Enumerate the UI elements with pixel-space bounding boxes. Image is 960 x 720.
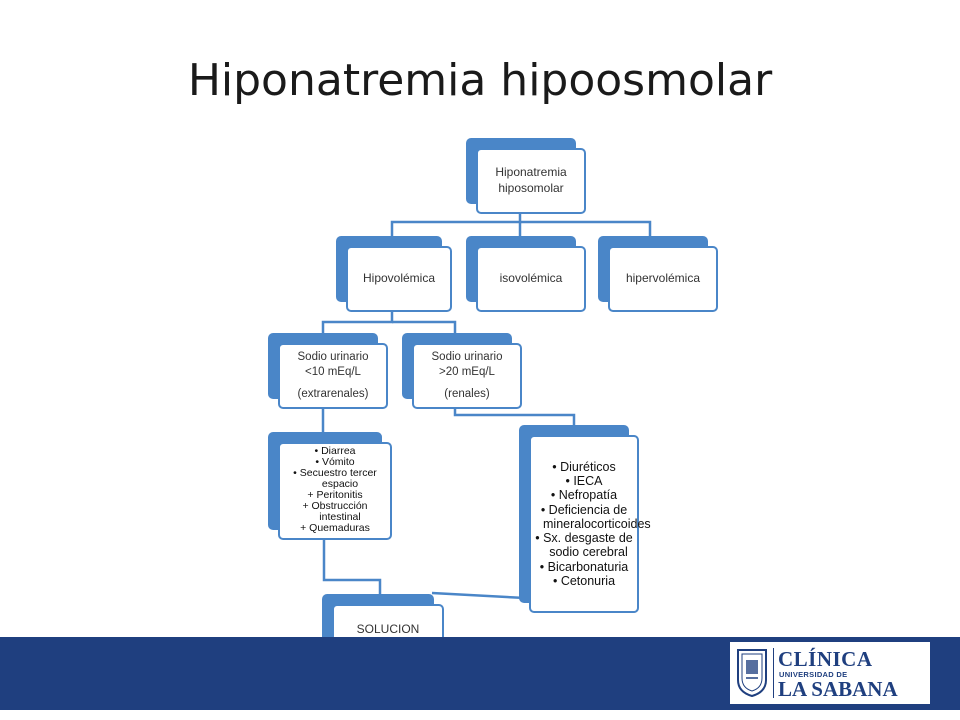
shield-icon [736,648,768,698]
node-extrarenal [268,333,388,409]
list-item: • Cetonuria [552,573,616,588]
extrarenal-causes-list [283,446,387,534]
root-node [466,138,586,214]
renal-causes-list [534,460,651,588]
list-item: • Deficiencia de mineralocorticoides [540,502,651,531]
list-item: • Secuestro tercer espacio [293,467,377,490]
root-line1: Hiponatremia [495,165,567,180]
extrarenal-line1: Sodio urinario [297,350,369,363]
list-item: • Nefropatía [550,488,618,503]
connector-renal-treatment [432,593,525,598]
renal-line2: >20 mEq/L [439,365,495,378]
node-hipervolemica [598,236,718,312]
node-renal [402,333,522,409]
connector-root-hipervolemica [520,222,650,237]
renal-line3: (renales) [444,388,490,401]
logo-line3: LA SABANA [778,677,898,701]
list-item: • Vómito [315,456,355,468]
treatment-line1: SOLUCION [356,622,420,637]
slide-title: Hiponatremia hipoosmolar [187,55,773,106]
list-item: • IECA [565,474,603,489]
node-hipovolemica [336,236,452,312]
connector-list-treatment [324,537,380,594]
hipovolemica-label: Hipovolémica [362,271,436,286]
node-renal-causes [519,425,651,613]
list-item: • Diarrea [314,445,356,457]
extrarenal-line2: <10 mEq/L [305,365,361,378]
list-item: + Quemaduras [300,522,370,534]
node-isovolemica [466,236,586,312]
connector-root-hipovolemica [392,210,520,237]
root-line2: hiposomolar [498,181,564,195]
node-extrarenal-causes [268,432,392,540]
list-item: + Peritonitis [307,489,363,501]
list-item: • Bicarbonaturia [539,559,629,574]
list-item: • Sx. desgaste de sodio cerebral [535,531,633,560]
list-item: + Obstrucción intestinal [302,500,368,523]
extrarenal-line3: (extrarenales) [297,388,369,401]
logo-line1: CLÍNICA [778,647,873,671]
renal-line1: Sodio urinario [431,350,503,363]
connector-renal-list [455,407,574,425]
list-item: • Diuréticos [552,460,616,475]
clinic-logo [730,642,930,704]
logo-line2: UNIVERSIDAD DE [779,670,848,679]
hipervolemica-label: hipervolémica [625,271,701,286]
connector-hipo-extrarenal [323,312,392,334]
logo-divider [773,648,774,698]
isovolemica-label: isovolémica [499,271,563,286]
